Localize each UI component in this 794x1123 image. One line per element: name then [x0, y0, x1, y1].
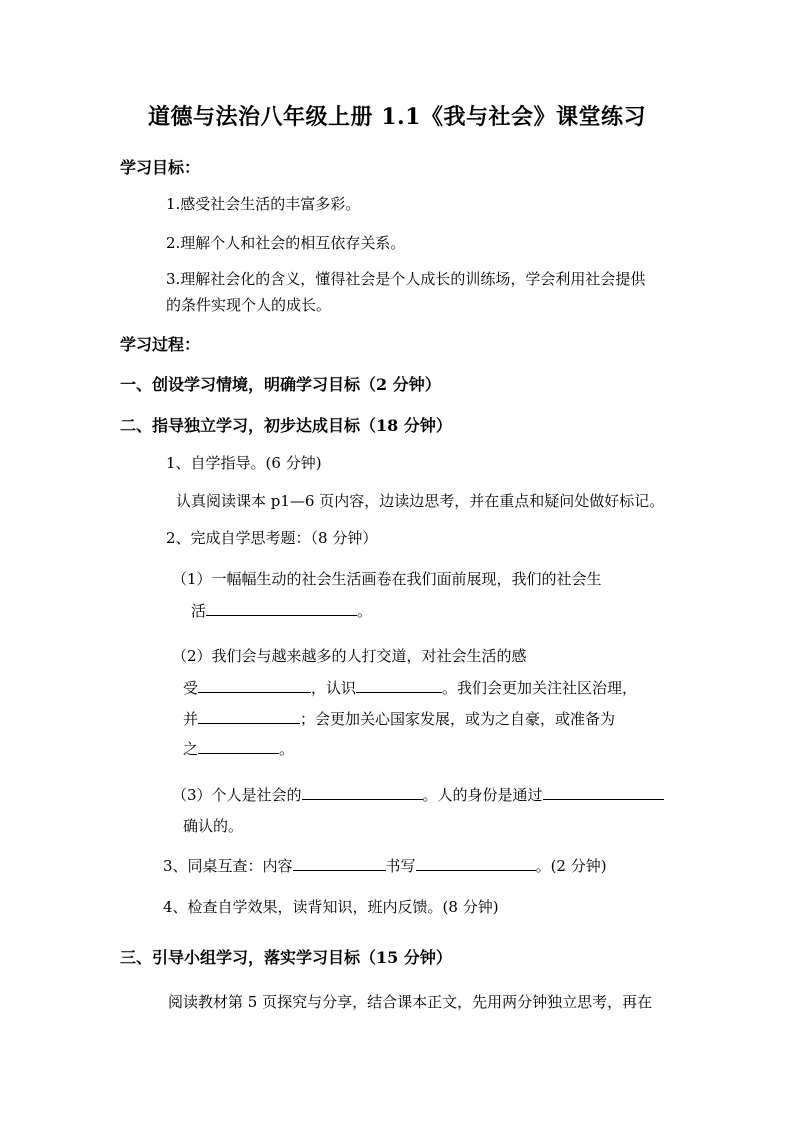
answer-blank[interactable]	[416, 855, 536, 871]
answer-blank[interactable]	[198, 738, 279, 754]
step-1-text: 认真阅读课本 p1—6 页内容，边读边思考，并在重点和疑问处做好标记。	[176, 492, 665, 510]
step-4-label: 4、检查自学效果，读背知识，班内反馈。(8 分钟)	[163, 898, 499, 916]
answer-blank[interactable]	[293, 855, 386, 871]
answer-blank[interactable]	[198, 708, 300, 724]
page-title: 道德与法治八年级上册 1.1《我与社会》课堂练习	[148, 104, 646, 130]
answer-blank[interactable]	[302, 784, 423, 800]
question-2-line-2: 受 ，认识 。我们会更加关注社区治理，	[183, 679, 638, 697]
step-2-label: 2、完成自学思考题：（8 分钟）	[166, 529, 378, 547]
goal-item-2: 2.理解个人和社会的相互依存关系。	[166, 234, 406, 252]
goal-item-1: 1.感受社会生活的丰富多彩。	[166, 195, 361, 213]
goal-item-3: 3.理解社会化的含义，懂得社会是个人成长的训练场，学会利用社会提供	[166, 270, 646, 288]
question-1-line-1: （1）一幅幅生动的社会生活画卷在我们面前展现，我们的社会生	[172, 570, 602, 588]
question-2-line-3: 并 ；会更加关心国家发展，或为之自豪，或准备为	[183, 710, 616, 728]
goal-item-3-cont: 的条件实现个人的成长。	[166, 296, 332, 314]
section-1-heading: 一、创设学习情境，明确学习目标（2 分钟）	[120, 375, 441, 394]
question-3-line-1: （3）个人是社会的 。人的身份是通过	[172, 784, 664, 805]
section-2-heading: 二、指导独立学习，初步达成目标（18 分钟）	[120, 416, 452, 435]
answer-blank[interactable]	[198, 677, 311, 693]
question-2-line-4: 之 。	[183, 740, 295, 758]
question-3-line-2: 确认的。	[183, 817, 244, 835]
step-1-label: 1、自学指导。(6 分钟)	[166, 454, 322, 472]
process-heading: 学习过程：	[120, 335, 201, 354]
answer-blank[interactable]	[206, 600, 357, 616]
goals-heading: 学习目标：	[120, 158, 201, 177]
question-1-line-2: 活 。	[191, 602, 373, 620]
step-3-line: 3、同桌互查：内容 书写 。(2 分钟)	[163, 857, 607, 875]
question-2-line-1: （2）我们会与越来越多的人打交道，对社会生活的感	[172, 647, 527, 665]
section-3-heading: 三、引导小组学习，落实学习目标（15 分钟）	[120, 948, 452, 967]
answer-blank[interactable]	[356, 677, 442, 693]
answer-blank[interactable]	[543, 784, 664, 800]
section-3-text: 阅读教材第 5 页探究与分享，结合课本正文，先用两分钟独立思考，再在	[168, 993, 653, 1011]
